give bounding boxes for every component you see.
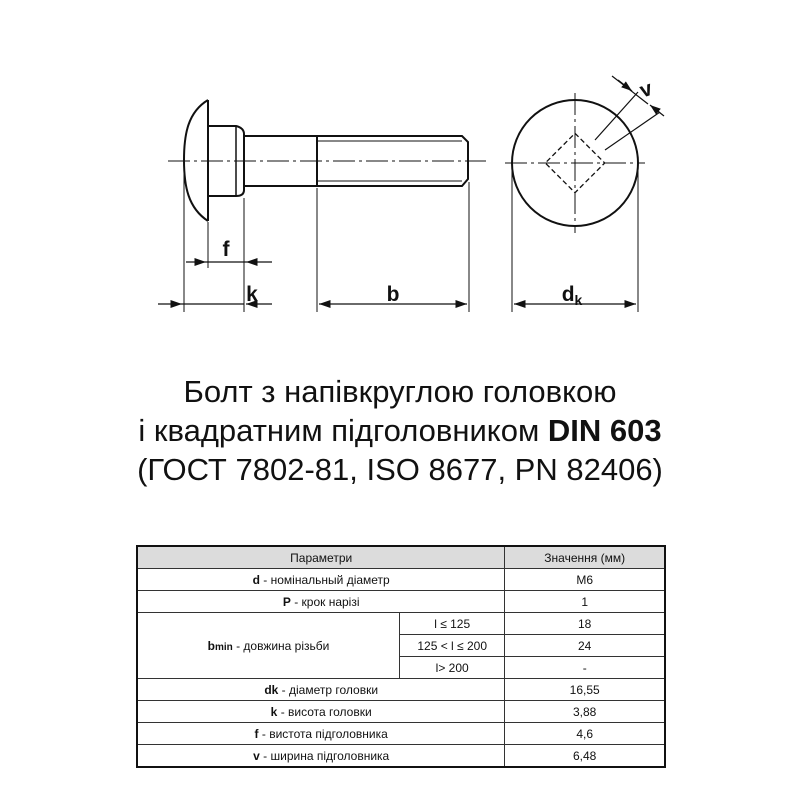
param-symbol: k	[270, 704, 278, 719]
table-row	[137, 613, 665, 635]
param-subscript: min	[214, 641, 233, 653]
table-row	[137, 569, 665, 591]
header-parameters: Параметри	[137, 546, 505, 569]
range-condition: 125 < l ≤ 200	[399, 635, 504, 657]
param-value: M6	[505, 569, 665, 591]
table-row	[137, 723, 665, 745]
param-description: - довжина різьби	[232, 638, 330, 653]
title-line-3: (ГОСТ 7802-81, ISO 8677, PN 82406)	[137, 452, 663, 487]
param-value: 24	[505, 635, 665, 657]
range-condition: l> 200	[399, 657, 504, 679]
param-value: 4,6	[505, 723, 665, 745]
param-description: - вистота підголовника	[258, 726, 388, 741]
standard-name: DIN 603	[547, 413, 662, 448]
param-symbol: f	[254, 726, 259, 741]
table-header-row	[137, 546, 665, 569]
bolt-drawing	[0, 0, 800, 360]
label-b: b	[386, 283, 400, 306]
bolt-front-view	[505, 93, 645, 233]
title-line-2	[0, 411, 800, 450]
param-symbol: d	[252, 572, 260, 587]
product-title	[0, 372, 800, 489]
param-value: -	[505, 657, 665, 679]
label-f: f	[222, 238, 230, 261]
param-value: 3,88	[505, 701, 665, 723]
label-k: k	[246, 283, 258, 306]
param-description: - діаметр головки	[278, 682, 379, 697]
param-symbol: b	[207, 638, 215, 653]
parameters-table	[136, 545, 666, 768]
table-row	[137, 679, 665, 701]
param-value: 6,48	[505, 745, 665, 768]
param-symbol: v	[253, 748, 260, 763]
param-symbol: dk	[264, 682, 279, 697]
range-condition: l ≤ 125	[399, 613, 504, 635]
table-row	[137, 745, 665, 768]
header-values: Значення (мм)	[505, 546, 665, 569]
param-value: 1	[505, 591, 665, 613]
dim-v	[595, 76, 664, 150]
param-symbol: P	[282, 594, 291, 609]
title-line-2-prefix: і квадратним підголовником	[138, 413, 548, 448]
param-description: - номінальный діаметр	[259, 572, 390, 587]
table-row	[137, 591, 665, 613]
table-row	[137, 701, 665, 723]
label-dk: dk	[561, 283, 583, 308]
label-v: v	[636, 77, 656, 103]
param-value: 18	[505, 613, 665, 635]
title-line-1: Болт з напівкруглою головкою	[183, 374, 617, 409]
param-value: 16,55	[505, 679, 665, 701]
param-description: - крок нарізі	[290, 594, 360, 609]
param-description: - ширина підголовника	[259, 748, 390, 763]
param-description: - висота головки	[277, 704, 372, 719]
